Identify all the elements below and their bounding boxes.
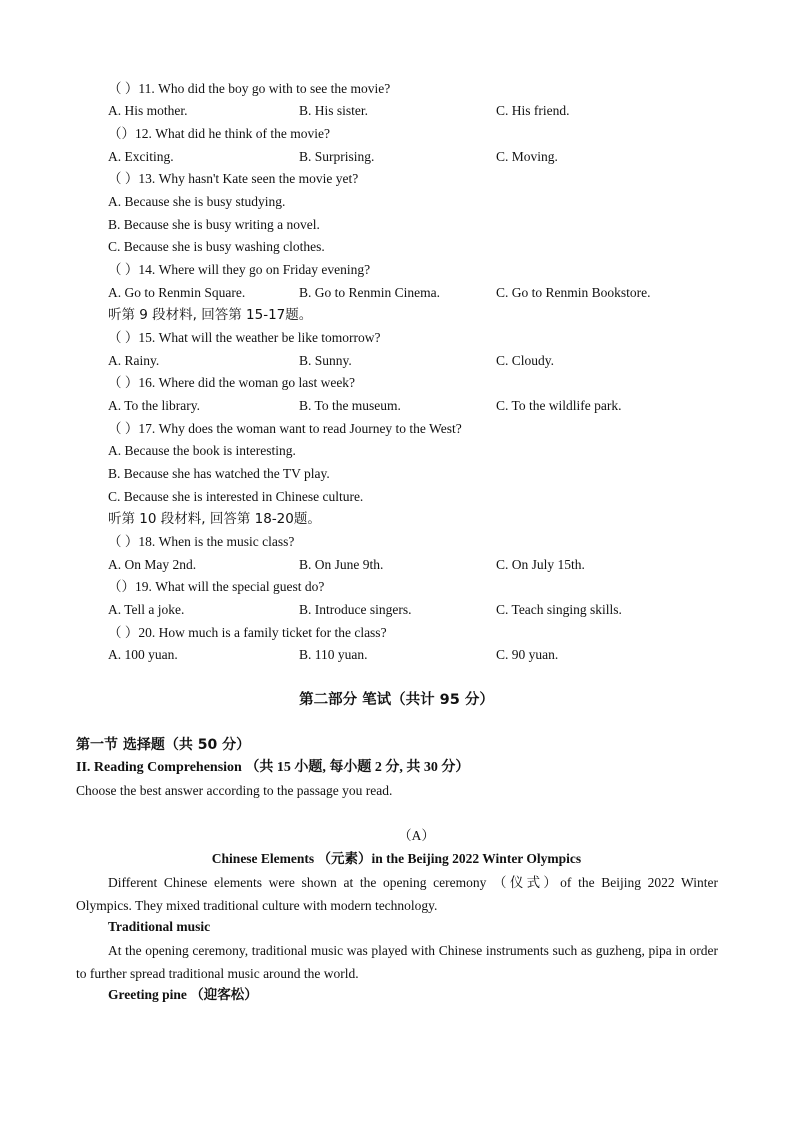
passage-subheading-music: Traditional music <box>108 919 211 934</box>
q17-option-c: C. Because she is interested in Chinese culture. <box>108 489 364 504</box>
q19-option-b: B. Introduce singers. <box>299 602 412 617</box>
q18-option-c: C. On July 15th. <box>496 557 585 572</box>
q16-option-c: C. To the wildlife park. <box>496 398 622 413</box>
reading-instruction: Choose the best answer according to the passage you read. <box>76 783 393 798</box>
question-17: （ ）17. Why does the woman want to read Journey to the West? <box>108 421 462 436</box>
question-12: （）12. What did he think of the movie? <box>108 126 330 141</box>
q19-option-c: C. Teach singing skills. <box>496 602 622 617</box>
reading-comprehension-heading: II. Reading Comprehension （共 15 小题, 每小题 2 分, 共 30 分） <box>76 760 470 775</box>
q13-option-b: B. Because she is busy writing a novel. <box>108 217 320 232</box>
passage-paragraph-2: At the opening ceremony, traditional music was played with Chinese instruments such as guzheng, pipa in order to further spread traditional music around the world. <box>76 943 718 981</box>
question-15: （ ）15. What will the weather be like tomorrow? <box>108 330 381 345</box>
q20-option-c: C. 90 yuan. <box>496 647 559 662</box>
passage-label: （A） <box>398 828 435 843</box>
section-10-instruction: 听第 10 段材料, 回答第 18-20题。 <box>108 511 321 527</box>
q15-option-a: A. Rainy. <box>108 353 160 368</box>
q11-option-a: A. His mother. <box>108 103 188 118</box>
question-20: （ ）20. How much is a family ticket for the class? <box>108 625 387 640</box>
part-2-title: 第二部分 笔试（共计 95 分） <box>299 692 494 708</box>
q14-option-c: C. Go to Renmin Bookstore. <box>496 285 651 300</box>
q16-option-b: B. To the museum. <box>299 398 401 413</box>
q19-option-a: A. Tell a joke. <box>108 602 185 617</box>
q13-option-a: A. Because she is busy studying. <box>108 194 286 209</box>
q12-option-c: C. Moving. <box>496 149 558 164</box>
section-9-instruction: 听第 9 段材料, 回答第 15-17题。 <box>108 307 313 323</box>
question-16: （ ）16. Where did the woman go last week? <box>108 375 356 390</box>
q17-option-b: B. Because she has watched the TV play. <box>108 466 330 481</box>
question-19: （）19. What will the special guest do? <box>108 579 325 594</box>
question-13: （ ）13. Why hasn't Kate seen the movie yet? <box>108 171 359 186</box>
q11-option-b: B. His sister. <box>299 103 369 118</box>
q20-option-b: B. 110 yuan. <box>299 647 368 662</box>
passage-subheading-pine: Greeting pine （迎客松） <box>108 987 258 1002</box>
q12-option-a: A. Exciting. <box>108 149 174 164</box>
q20-option-a: A. 100 yuan. <box>108 647 178 662</box>
q17-option-a: A. Because the book is interesting. <box>108 443 296 458</box>
question-14: （ ）14. Where will they go on Friday evening? <box>108 262 371 277</box>
passage-title: Chinese Elements （元素）in the Beijing 2022 Winter Olympics <box>211 851 582 866</box>
passage-paragraph-1: Different Chinese elements were shown at the opening ceremony （仪式）of the Beijing 2022 Winter Olympics. They mixed traditional culture with modern technology. <box>76 875 718 913</box>
q13-option-c: C. Because she is busy washing clothes. <box>108 239 325 254</box>
q15-option-c: C. Cloudy. <box>496 353 555 368</box>
q12-option-b: B. Surprising. <box>299 149 375 164</box>
q15-option-b: B. Sunny. <box>299 353 352 368</box>
question-18: （ ）18. When is the music class? <box>108 534 295 549</box>
q18-option-a: A. On May 2nd. <box>108 557 197 572</box>
q11-option-c: C. His friend. <box>496 103 570 118</box>
q14-option-a: A. Go to Renmin Square. <box>108 285 246 300</box>
q16-option-a: A. To the library. <box>108 398 201 413</box>
q14-option-b: B. Go to Renmin Cinema. <box>299 285 440 300</box>
question-11: （ ）11. Who did the boy go with to see the movie? <box>108 81 391 96</box>
q18-option-b: B. On June 9th. <box>299 557 384 572</box>
section-1-heading: 第一节 选择题（共 50 分） <box>76 737 251 753</box>
